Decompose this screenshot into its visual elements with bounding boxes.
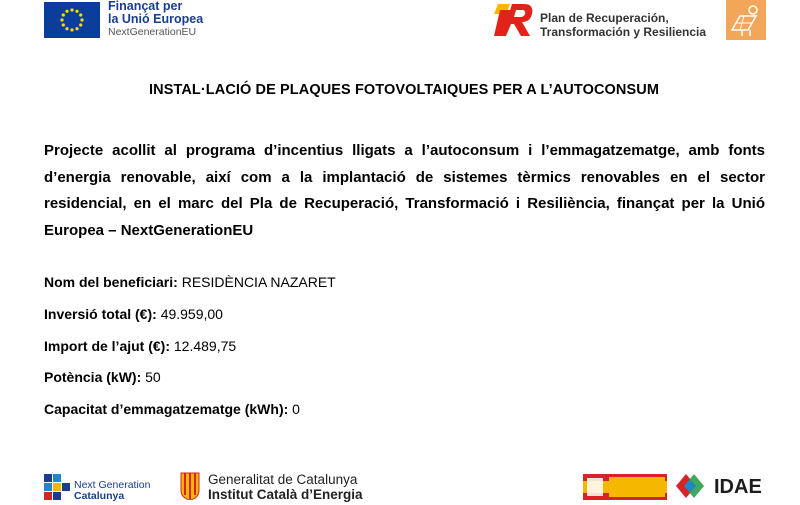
gencat-line-2: Institut Català d’Energia [208,487,363,502]
project-description: Projecte acollit al programa d’incentius lligats a l’autoconsum i l’emmagatzematge, amb fonts d’energia renovable, així com a la implantació de sistemes tèrmics renovables en el sector residencial, en el marc del Pla de Recuperació, Transformació i Resiliència, finançat per la Unió Europea – NextGenerationEU [44,142,765,239]
total-investment-row [44,304,744,336]
eu-line-2: la Unió Europea [108,12,204,26]
beneficiary-value: RESIDÈNCIA NAZARET [181,274,336,290]
senyera-icon [180,472,200,500]
recovery-plan-logo [490,0,715,40]
next-generation-catalunya-logo [44,472,164,500]
eu-line-1: Finançat per [108,0,183,13]
power-label: Potència (kW): [44,369,142,386]
ng-line-1: Next Generation [74,479,151,491]
gencat-line-1: Generalitat de Catalunya [208,472,358,487]
beneficiary-label: Nom del beneficiari: [44,274,178,290]
eu-line-3: NextGenerationEU [108,26,197,38]
prtr-line-2: Transformación y Resiliencia [540,25,707,39]
beneficiary-row [44,272,744,304]
storage-capacity-label: Capacitat d’emmagatzematge (kWh): [44,401,289,418]
power-value: 50 [145,369,161,386]
eu-funding-logo [44,0,254,40]
eu-funding-text [108,0,203,39]
storage-capacity-value: 0 [292,401,300,418]
idae-logo [672,472,762,500]
project-details [44,272,744,431]
storage-capacity-row [44,399,744,431]
ng-line-2: Catalunya [74,490,125,502]
prtr-line-1: Plan de Recuperación, [540,11,669,25]
idae-mark-icon [672,472,712,500]
prtr-tr-icon [490,0,536,40]
aid-amount-label: Import de l’ajut (€): [44,337,170,354]
total-investment-label: Inversió total (€): [44,305,157,322]
document-title: INSTAL·LACIÓ DE PLAQUES FOTOVOLTAIQUES PER A L’AUTOCONSUM [149,82,659,98]
next-generation-text [74,480,150,502]
aid-amount-value: 12.489,75 [173,337,237,354]
prtr-text [540,11,706,39]
next-generation-icon [44,474,70,500]
generalitat-logo [180,470,380,500]
generalitat-text [208,472,363,502]
idae-text: IDAE [714,476,762,498]
power-row [44,367,744,399]
aid-amount-row [44,336,744,368]
solar-panel-icon [726,0,766,40]
eu-flag-icon [44,2,100,38]
ministry-logo [583,474,667,500]
total-investment-value: 49.959,00 [160,305,223,322]
